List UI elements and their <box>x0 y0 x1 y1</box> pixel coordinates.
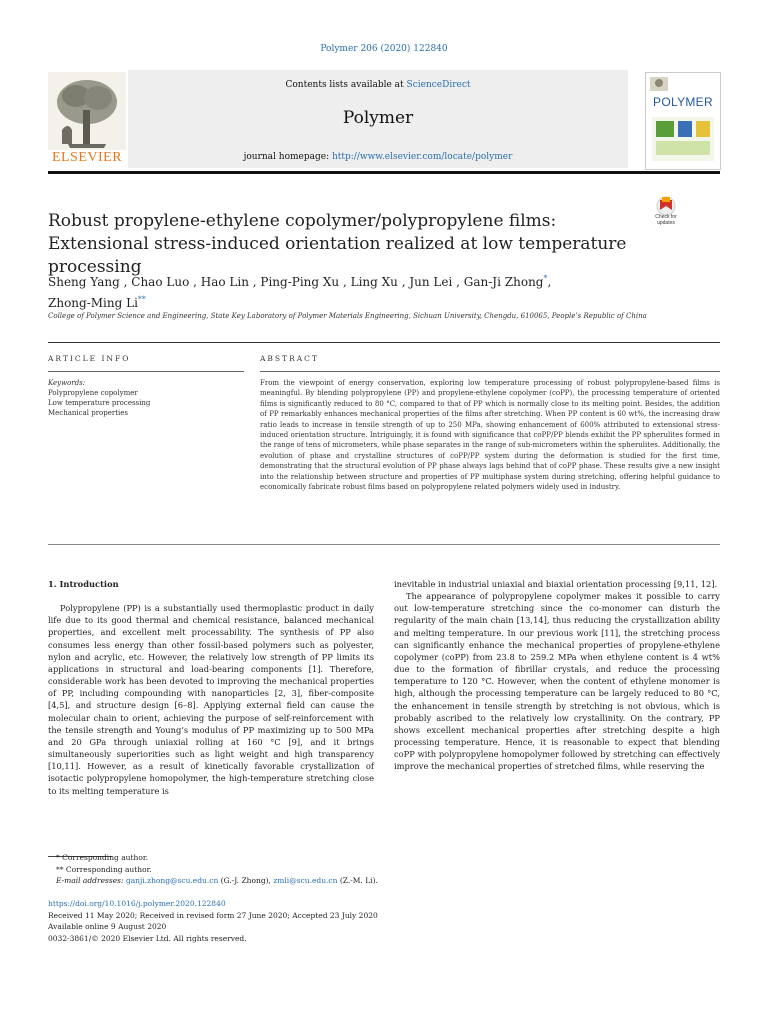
copyright: 0032-3861/© 2020 Elsevier Ltd. All rights reserved. <box>48 934 247 944</box>
email-owner: (G.-J. Zhong), <box>218 876 274 886</box>
homepage-line <box>128 152 628 162</box>
author-list <box>48 270 648 312</box>
email-link-li[interactable]: zmli@scu.edu.cn <box>273 876 338 886</box>
section-heading: 1. Introduction <box>48 579 119 589</box>
email-owner: (Z.-M. Li). <box>337 876 378 886</box>
check-for-updates-label[interactable]: Check for updates <box>655 214 677 226</box>
footnote-corresponding-2: ** Corresponding author. <box>56 864 152 874</box>
footnote-emails <box>48 875 720 887</box>
authors-separator: , <box>547 275 552 289</box>
cover-logo-icon <box>650 77 668 91</box>
footnotes <box>48 852 720 887</box>
paper-title: Robust propylene-ethylene copolymer/polypropylene films: Extensional stress-induced orientation realized at low temperature processing <box>48 211 627 277</box>
elsevier-wordmark: ELSEVIER <box>51 150 123 165</box>
article-info-heading: ARTICLE INFO <box>48 354 131 363</box>
contents-prefix: Contents lists available at <box>285 80 407 90</box>
cover-title: POLYMER <box>653 95 713 109</box>
keyword-item: Polypropylene copolymer <box>48 389 138 397</box>
received-dates: Received 11 May 2020; Received in revised form 27 June 2020; Accepted 23 July 2020 <box>48 910 378 920</box>
doi-link[interactable]: https://doi.org/10.1016/j.polymer.2020.122840 <box>48 899 226 908</box>
available-online: Available online 9 August 2020 <box>48 922 167 932</box>
abstract-text: From the viewpoint of energy conservation, exploring low temperature processing of robust polypropylene-based films is meaningful. By blending polypropylene (PP) and propylene-ethylene copolymer (coPP), the processing temperature of oriented films is significantly reduced to 80 °C, compared to that of PP which is normally close to its melting point. Besides, the addition of PP remarkably enhances mechanical properties of the films after stretching. When PP content is 60 wt%, the increasing draw ratio leads to increase in tensile strength of up to 250 MPa, showing enhancement of 600% attributed to extensional stress-induced orientation structure. Intriguingly, it is found with significance that coPP/PP blends exhibit the PP spherulites formed in the range of tens of micrometers, while phase separates in the range of sub-micrometers within the spherulites. Additionally, the evolution of phase and crystalline structures of coPP/PP system during the deformation is studied for the first time, demonstrating that the structural evolution of PP phase always lags behind that of coPP phase. These results give a new insight into the relationship between structure and properties of PP multiphase system during stretching, offering helpful guidance to economically fabricate robust films based on polypropylene related polymers widely used in industry. <box>260 379 720 492</box>
body-column-left <box>48 578 374 797</box>
affiliation: College of Polymer Science and Engineering, State Key Laboratory of Polymer Materials Engineering, Sichuan University, Chengdu, 610065, People’s Republic of China <box>48 312 647 320</box>
journal-name: Polymer <box>342 108 414 128</box>
paragraph: Polypropylene (PP) is a substantially used thermoplastic product in daily life due to its good thermal and chemical resistance, balanced mechanical properties, and excellent melt processability. The synthesis of PP also consumes less energy than other fossil-based polymers such as polyester, nylon and acrylic, etc. However, the relatively low strength of PP limits its applications in structural and load-bearing components [1]. Therefore, considerable work has been devoted to improving the mechanical properties of PP, including compounding with nanoparticles [2, 3], fiber-composite [4,5], and structure design [6–8]. Applying external field can cause the molecular chain to orient, achieving the purpose of self-reinforcement with the tensile strength and Young’s modulus of PP maximizing up to 500 MPa and 20 GPa through uniaxial rolling at 160 °C [9], and it brings simultaneously superiorities such as light weight and high transparency [10,11]. However, as a result of kinetically favorable crystallization of isotactic polypropylene homopolymer, the high-temperature stretching close to its melting temperature is <box>48 603 374 796</box>
publication-info <box>48 898 720 945</box>
paragraph: inevitable in industrial uniaxial and biaxial orientation processing [9,11, 12]. <box>394 579 718 589</box>
sciencedirect-link[interactable]: ScienceDirect <box>406 80 471 90</box>
abstract-heading: ABSTRACT <box>260 354 319 363</box>
journal-reference[interactable]: Polymer 206 (2020) 122840 <box>320 44 448 54</box>
divider <box>48 371 244 372</box>
paragraph: The appearance of polypropylene copolymer makes it possible to carry out low-temperature stretching since the co-monomer can disturb the regularity of the main chain [13,14], thus reducing the crystallization ability and melting temperature. In our previous work [11], the stretching process can significantly enhance the mechanical properties of propylene-ethylene copolymer (coPP) from 23.8 to 259.2 MPa when ethylene content is 4 wt% due to the formation of fibrillar crystals, and reduce the processing temperature to 120 °C. However, when the content of ethylene monomer is high, although the processing temperature can be largely reduced to 80 °C, the enhancement in tensile strength by stretching is not obvious, which is probably ascribed to the relatively low crystallinity. On the contrary, PP shows excellent mechanical properties after stretching despite a high processing temperature. Hence, it is reasonable to expect that blending coPP with polypropylene homopolymer followed by stretching can effectively improve the mechanical properties of stretched films, while reserving the <box>394 591 720 772</box>
footnote-corresponding-1: * Corresponding author. <box>56 853 149 862</box>
cover-art-icon <box>652 117 714 161</box>
authors-line-1: Sheng Yang , Chao Luo , Hao Lin , Ping-Ping Xu , Ling Xu , Jun Lei , Gan-Ji Zhong <box>48 275 544 289</box>
journal-cover-thumbnail[interactable] <box>645 72 721 170</box>
corresponding-mark-1[interactable]: * <box>543 274 548 283</box>
divider <box>260 371 720 372</box>
homepage-link[interactable]: http://www.elsevier.com/locate/polymer <box>331 152 513 162</box>
header-rule <box>48 171 720 174</box>
keywords-label: Keywords: <box>48 379 86 387</box>
authors-line-2: Zhong-Ming Li <box>48 296 138 310</box>
contents-line <box>128 80 628 90</box>
corresponding-mark-2[interactable]: ** <box>137 295 146 304</box>
divider <box>48 342 720 343</box>
keywords-block <box>48 378 244 418</box>
keyword-item: Low temperature processing <box>48 399 151 407</box>
homepage-prefix: journal homepage: <box>243 152 332 162</box>
body-column-right <box>394 578 720 773</box>
email-label: E-mail addresses: <box>56 876 126 886</box>
keyword-item: Mechanical properties <box>48 409 129 417</box>
divider <box>48 544 720 545</box>
email-link-zhong[interactable]: ganji.zhong@scu.edu.cn <box>125 876 219 886</box>
